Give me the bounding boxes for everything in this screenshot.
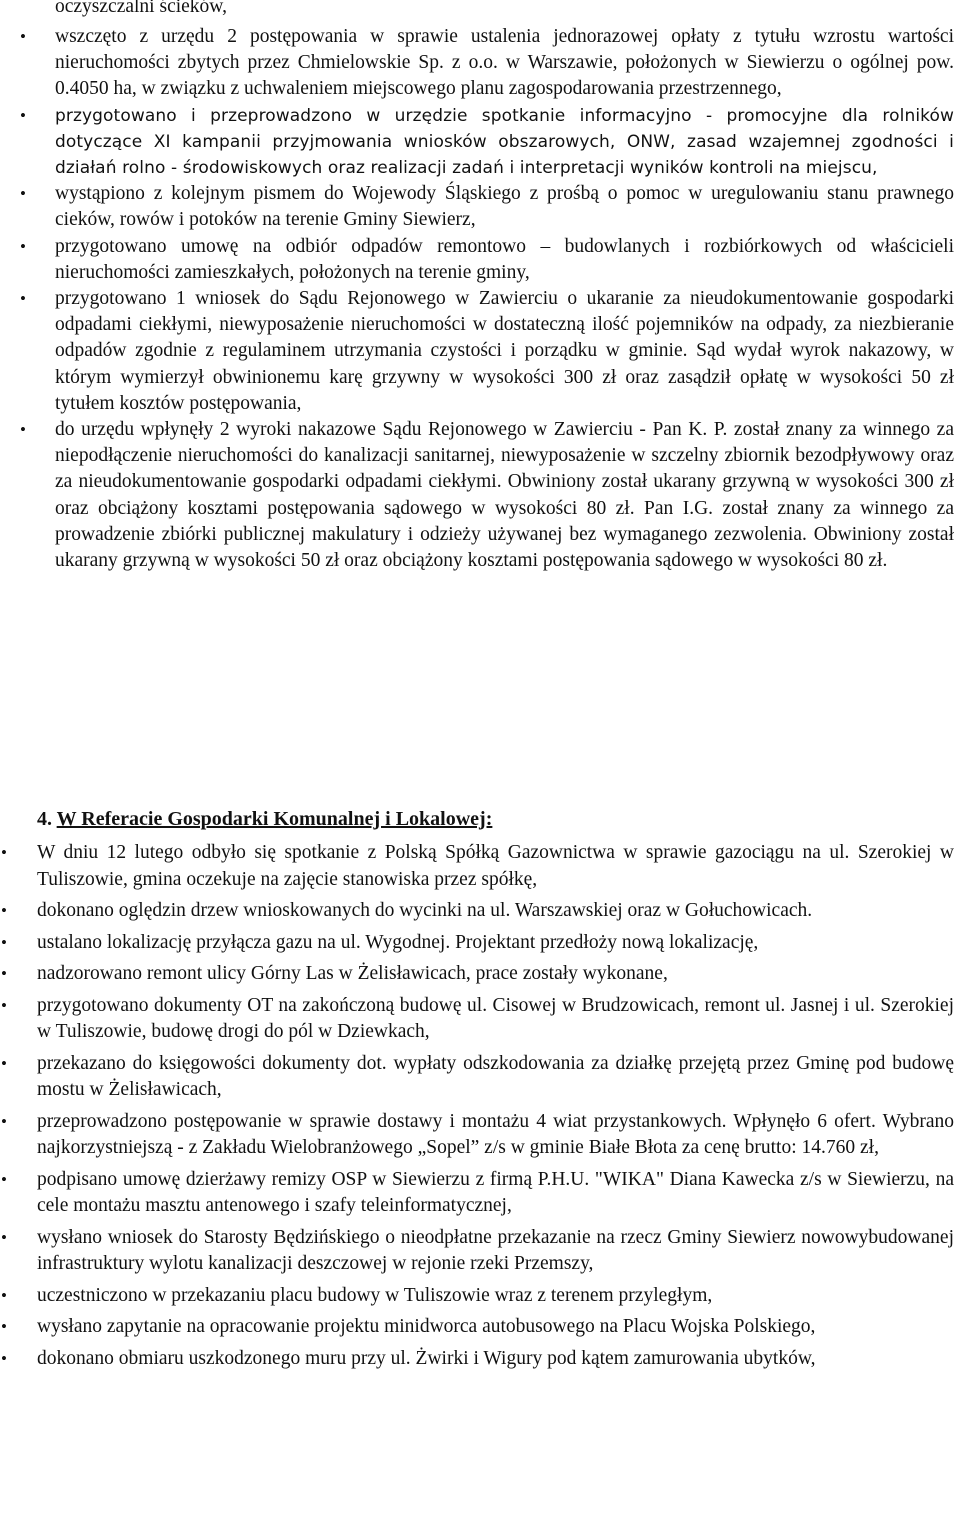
list-item: [0, 1346, 960, 1373]
list-item: [0, 417, 960, 574]
list-item: [0, 898, 960, 925]
bullet-icon: •: [20, 420, 26, 440]
list-item: [0, 993, 960, 1046]
bullet-icon: •: [1, 1111, 7, 1131]
list-item-text: nadzorowano remont ulicy Górny Las w Żelisławicach, prace zostały wykonane,: [37, 963, 668, 984]
list-item-text: dokonano obmiaru uszkodzonego muru przy ul. Żwirki i Wigury pod kątem zamurowania ubytków,: [37, 1347, 816, 1369]
list-item-text: dokonano oględzin drzew wnioskowanych do wycinki na ul. Warszawskiej oraz w Gołuchowicach.: [37, 900, 813, 921]
section-number: 4.: [37, 808, 52, 830]
bullet-icon: •: [1, 932, 7, 952]
list-item: [0, 234, 960, 286]
list-item-text: ustalano lokalizację przyłącza gazu na ul. Wygodnej. Projektant przedłoży nową lokalizację,: [37, 931, 759, 953]
list-item-text: wystąpiono z kolejnym pismem do Wojewody Śląskiego z prośbą o pomoc w uregulowaniu stanu prawnego cieków, rowów i potoków na terenie Gminy Siewierz,: [55, 183, 954, 231]
list-item-text: przygotowano dokumenty OT na zakończoną budowę ul. Cisowej w Brudzowicach, remont ul. Jasnej i ul. Szerokiej w Tuliszowie, budowę drogi do pól w Dziewkach,: [37, 994, 954, 1042]
bullet-list-section4: [0, 840, 960, 1377]
list-item-text: uczestniczono w przekazaniu placu budowy w Tuliszowie wraz z terenem przyległym,: [37, 1284, 713, 1306]
list-item: [0, 103, 960, 182]
bullet-icon: •: [1, 1348, 7, 1368]
list-item: [0, 1051, 960, 1104]
list-item-text: przeprowadzono postępowanie w sprawie dostawy i montażu 4 wiat przystankowych. Wpłynęło 6 ofert. Wybrano najkorzystniejszą - z Zakładu Wielobranżowego „Sopel” z/s w gminie Białe Błota za cenę brutto: 14.760 zł,: [37, 1110, 954, 1158]
section-heading: [37, 806, 492, 832]
list-item: [0, 1225, 960, 1278]
list-item: [0, 1283, 960, 1310]
bullet-icon: •: [1, 1169, 7, 1189]
bullet-list-section3: [0, 24, 960, 574]
list-item-text: przekazano do księgowości dokumenty dot. wypłaty odszkodowania za działkę przejętą przez Gminę pod budowę mostu w Żelisławicach,: [37, 1052, 954, 1100]
bullet-icon: •: [1, 1053, 7, 1073]
list-item-text: przygotowano i przeprowadzono w urzędzie spotkanie informacyjno - promocyjne dla rolników dotyczące XI kampanii przyjmowania wniosków obszarowych, ONW, zasad wzajemnej zgodności i działań rolno - środowiskowych oraz realizacji zadań i interpretacji wyników kontroli na miejscu,: [55, 105, 954, 179]
list-item-text: podpisano umowę dzierżawy remizy OSP w Siewierzu z firmą P.H.U. "WIKA" Diana Kawecka z/s w Siewierzu, na cele montażu masztu antenowego i szafy teleinformatycznej,: [37, 1168, 954, 1216]
list-item-text: wysłano wniosek do Starosty Będzińskiego o nieodpłatne przekazanie na rzecz Gminy Siewierz nowowybudowanej infrastruktury wylotu kanalizacji deszczowej w rejonie rzeki Przemszy,: [37, 1226, 954, 1274]
list-item-text: do urzędu wpłynęły 2 wyroki nakazowe Sądu Rejonowego w Zawierciu - Pan K. P. został znany za winnego za niepodłączenie nieruchomości do kanalizacji sanitarnej, niewyposażenie w szczelny zbiornik bezodpływowy oraz za nieudokumentowanie gospodarki odpadami ciekłymi. Obwiniony został ukarany grzywną w wysokości 300 zł oraz obciążony kosztami postępowania sądowego w wysokości 80 zł. Pan I.G. został znany za winnego za prowadzenie zbiórki publicznej makulatury i odzieży używanej bez wymaganego zezwolenia. Obwiniony został ukarany grzywną w wysokości 50 zł oraz obciążony kosztami postępowania sądowego w wysokości 80 zł.: [55, 419, 954, 572]
section-title: W Referacie Gospodarki Komunalnej i Lokalowej:: [56, 808, 493, 830]
bullet-icon: •: [20, 105, 26, 125]
bullet-icon: •: [20, 289, 26, 309]
list-item: [0, 1167, 960, 1220]
list-item: [0, 840, 960, 893]
list-item: [0, 1314, 960, 1341]
list-item: [0, 1109, 960, 1162]
list-item-text: przygotowano 1 wniosek do Sądu Rejonowego w Zawierciu o ukaranie za nieudokumentowanie gospodarki odpadami ciekłymi, niewyposażenie nieruchomości w dostateczną ilość pojemników na odpady, za niezbieranie odpadów zgodnie z regulaminem utrzymania czystości i porządku w gminie. Sąd wydał wyrok nakazowy, w którym wymierzył obwinionemu karę grzywny w wysokości 300 zł oraz zasądził opłatę w wysokości 50 zł tytułem kosztów postępowania,: [55, 288, 954, 414]
list-item: [0, 181, 960, 233]
bullet-icon: •: [20, 27, 26, 46]
list-item: [0, 930, 960, 957]
bullet-icon: •: [1, 995, 7, 1015]
bullet-icon: •: [1, 901, 7, 920]
bullet-icon: •: [1, 1317, 7, 1336]
bullet-icon: •: [1, 1285, 7, 1305]
bullet-icon: •: [1, 964, 7, 983]
list-item-text: przygotowano umowę na odbiór odpadów remontowo – budowlanych i rozbiórkowych od właścicieli nieruchomości zamieszkałych, położonych na terenie gminy,: [55, 235, 954, 283]
list-item: [0, 286, 960, 417]
list-item-text: W dniu 12 lutego odbyło się spotkanie z Polską Spółką Gazownictwa w sprawie gazociągu na ul. Szerokiej w Tuliszowie, gmina oczekuje na zajęcie stanowiska przez spółkę,: [37, 842, 954, 890]
list-item: [0, 961, 960, 988]
list-item: [0, 24, 960, 103]
list-item-text: wszczęto z urzędu 2 postępowania w sprawie ustalenia jednorazowej opłaty z tytułu wzrostu wartości nieruchomości zbytych przez Chmielowskie Sp. z o.o. w Warszawie, położonych w Siewierzu o ogólnej pow. 0.4050 ha, w związku z uchwaleniem miejscowego planu zagospodarowania przestrzennego,: [55, 26, 954, 100]
bullet-icon: •: [1, 1227, 7, 1247]
list-item-text: wysłano zapytanie na opracowanie projektu minidworca autobusowego na Placu Wojska Polskiego,: [37, 1316, 816, 1337]
bullet-icon: •: [20, 236, 26, 256]
bullet-icon: •: [1, 843, 7, 862]
bullet-icon: •: [20, 184, 26, 204]
continuation-text: oczyszczalni ścieków,: [55, 0, 227, 17]
